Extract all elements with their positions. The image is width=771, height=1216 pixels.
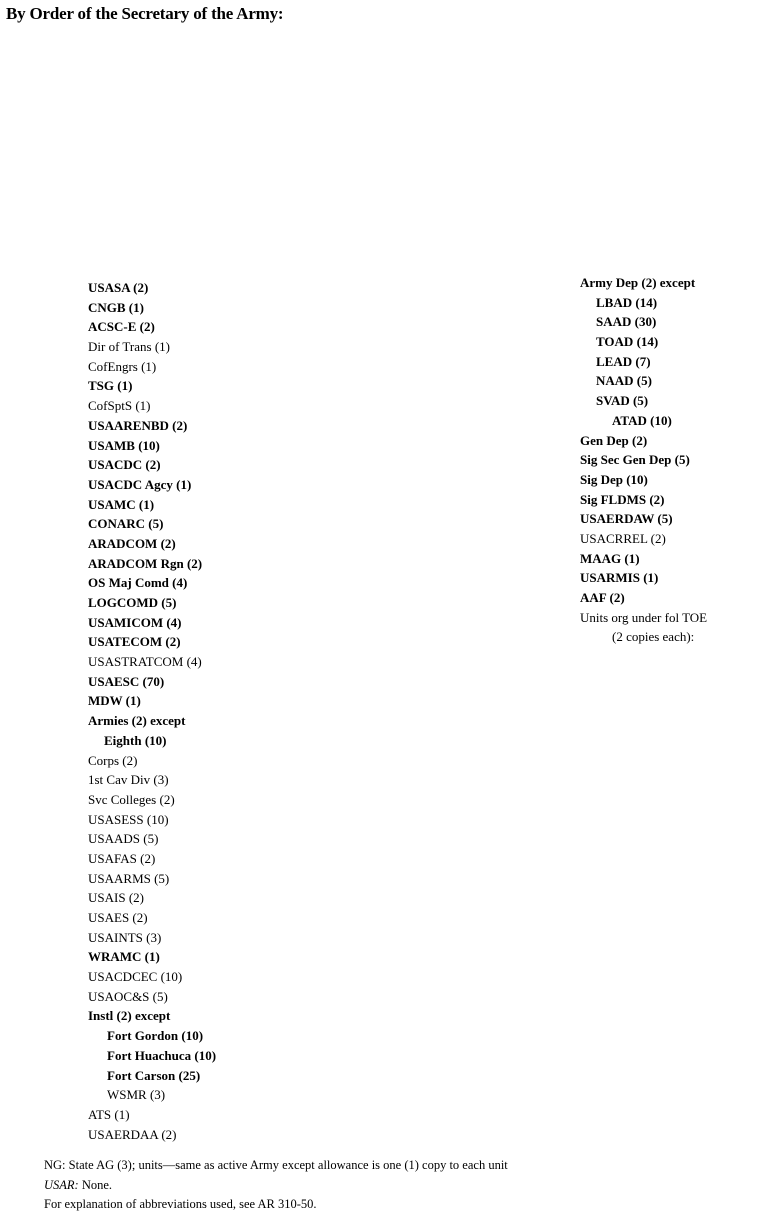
list-item: TOAD (14) [596, 334, 659, 350]
distribution-list-left [88, 278, 216, 1144]
distribution-notes [44, 1156, 508, 1215]
list-item: 1st Cav Div (3) [88, 772, 169, 788]
list-item: SVAD (5) [596, 393, 649, 409]
list-item: Instl (2) except [88, 1008, 171, 1024]
list-item: USAFAS (2) [88, 850, 156, 866]
list-item: Svc Colleges (2) [88, 791, 175, 807]
list-item: USACDC Agcy (1) [88, 476, 192, 492]
usar-note [44, 1176, 508, 1196]
list-item: USAOC&S (5) [88, 988, 168, 1004]
list-item: USAIS (2) [88, 890, 144, 906]
list-item: SAAD (30) [596, 314, 657, 330]
list-item: USAERDAA (2) [88, 1126, 177, 1142]
list-item: Armies (2) except [88, 713, 186, 729]
list-item: USAARENBD (2) [88, 417, 188, 433]
list-item: ATAD (10) [612, 412, 672, 428]
list-item: Eighth (10) [104, 732, 167, 748]
list-item: OS Maj Comd (4) [88, 575, 188, 591]
list-item: Fort Gordon (10) [107, 1028, 204, 1044]
list-item: Units org under fol TOE [580, 609, 708, 625]
signature-heading: By Order of the Secretary of the Army: [6, 4, 284, 23]
list-item: CNGB (1) [88, 299, 144, 315]
list-item: AAF (2) [580, 590, 625, 605]
list-item: USACDCEC (10) [88, 969, 183, 985]
ng-label: NG: [44, 1158, 66, 1172]
list-item: USAMB (10) [88, 437, 160, 453]
list-item: Gen Dep (2) [580, 432, 648, 448]
list-item: ATS (1) [88, 1106, 130, 1122]
usar-text: None. [81, 1177, 113, 1192]
list-item: ARADCOM Rgn (2) [88, 555, 203, 571]
list-item: Sig FLDMS (2) [580, 491, 665, 507]
list-item: Fort Huachuca (10) [107, 1047, 217, 1063]
list-item: USAADS (5) [88, 831, 159, 847]
list-item: Sig Sec Gen Dep (5) [580, 452, 690, 468]
list-item: WRAMC (1) [88, 949, 160, 965]
ng-note [44, 1156, 508, 1176]
list-item: LEAD (7) [596, 353, 651, 369]
list-item: CofEngrs (1) [88, 358, 157, 374]
list-item: ACSC-E (2) [88, 319, 155, 335]
list-item: USASESS (10) [88, 811, 169, 827]
list-item: CONARC (5) [88, 516, 164, 532]
ng-text: State AG (3); units—same as active Army except allowance is one (1) copy to each unit [68, 1158, 508, 1172]
list-item: USACRREL (2) [580, 530, 666, 546]
list-item: USARMIS (1) [580, 570, 659, 586]
list-item: USAARMS (5) [88, 870, 170, 886]
list-item: LOGCOMD (5) [88, 595, 177, 610]
list-item: USACDC (2) [88, 457, 161, 473]
list-item: Corps (2) [88, 752, 138, 768]
list-item: USASA (2) [88, 280, 149, 295]
list-item: USAMC (1) [88, 496, 155, 512]
list-item: USAINTS (3) [88, 929, 162, 945]
list-item: (2 copies each): [612, 629, 695, 645]
list-item: USAESC (70) [88, 673, 165, 689]
list-item: MDW (1) [88, 693, 141, 709]
list-item: Dir of Trans (1) [88, 339, 170, 355]
list-item: USAMICOM (4) [88, 614, 182, 630]
list-item: LBAD (14) [596, 294, 658, 310]
list-item: USAERDAW (5) [580, 511, 673, 527]
list-item: CofSptS (1) [88, 398, 151, 414]
list-item: USATECOM (2) [88, 634, 181, 650]
list-item: USASTRATCOM (4) [88, 654, 202, 670]
usar-label: USAR: [44, 1177, 79, 1192]
list-item: Army Dep (2) except [580, 275, 696, 290]
list-item: USAES (2) [88, 910, 148, 925]
list-item: TSG (1) [88, 378, 133, 394]
list-item: ARADCOM (2) [88, 535, 176, 551]
list-item: MAAG (1) [580, 550, 640, 566]
list-item: Fort Carson (25) [107, 1067, 201, 1083]
abbreviation-note: For explanation of abbreviations used, see AR 310-50. [44, 1197, 317, 1211]
list-item: Sig Dep (10) [580, 471, 648, 487]
distribution-list-right [580, 273, 707, 647]
list-item: WSMR (3) [107, 1087, 166, 1103]
list-item: NAAD (5) [596, 373, 652, 389]
